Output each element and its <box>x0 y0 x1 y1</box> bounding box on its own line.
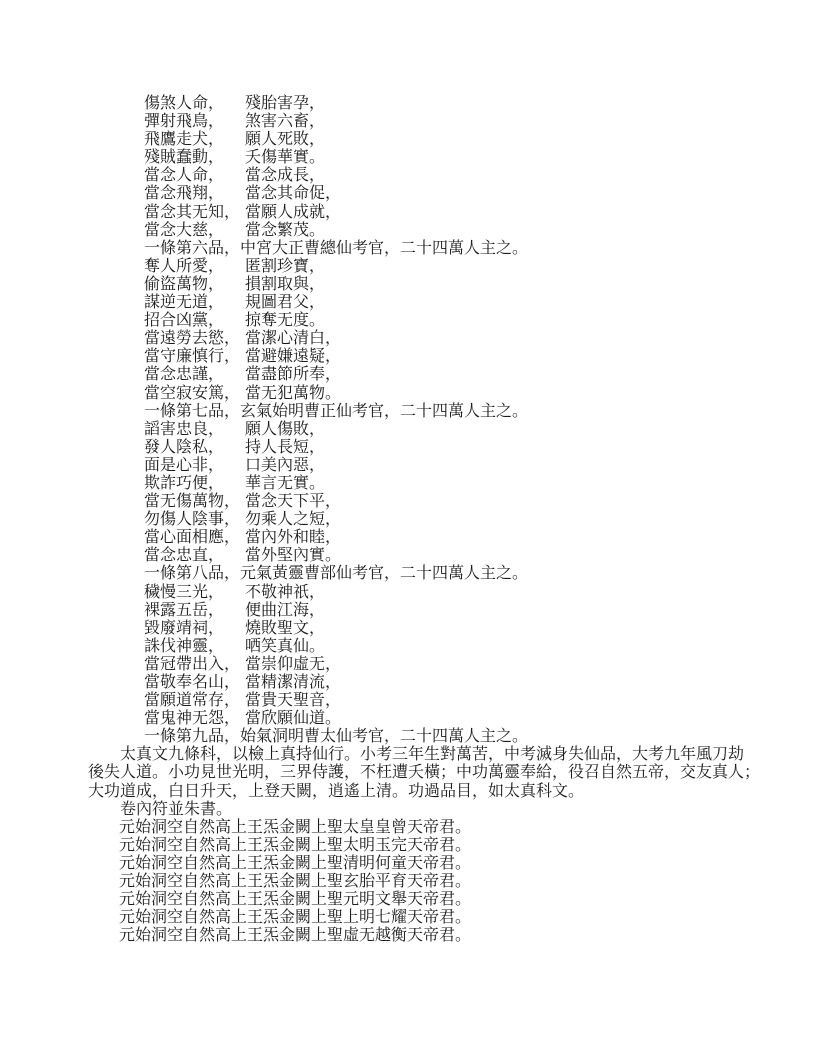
couplet-left-phrase: 當念其无知， <box>144 203 241 221</box>
couplet-left-phrase: 當念飛翔， <box>144 185 225 203</box>
couplet-line <box>0 457 816 475</box>
couplet-right-phrase: 損割取與， <box>245 275 326 293</box>
couplet-right-phrase: 持人長短， <box>245 438 326 456</box>
couplet-left-phrase: 當心面相應， <box>144 529 241 547</box>
couplet-right-phrase: 當念其命促， <box>245 185 342 203</box>
couplet-line <box>0 602 816 620</box>
couplet-left-phrase: 發人陰私， <box>144 438 225 456</box>
couplet-left-phrase: 勿傷人陰事， <box>144 511 241 529</box>
couplet-line <box>0 330 816 348</box>
couplet-line <box>0 674 816 692</box>
couplet-right-phrase: 願人傷敗， <box>245 420 326 438</box>
couplet-line <box>0 385 816 403</box>
couplet-line <box>0 620 816 638</box>
couplet-line <box>0 421 816 439</box>
couplet-line <box>0 656 816 674</box>
couplet-line <box>0 493 816 511</box>
couplet-left-phrase: 欺詐巧便， <box>144 474 225 492</box>
deity-title-line: 元始洞空自然高上王炁金闕上聖玄胎平育天帝君。 <box>119 873 472 891</box>
deity-title-line: 元始洞空自然高上王炁金闕上聖虛无越衡天帝君。 <box>119 927 472 945</box>
couplet-right-phrase: 當欣願仙道。 <box>245 710 342 728</box>
couplet-line <box>0 258 816 276</box>
couplet-line <box>0 167 816 185</box>
couplet-line <box>0 547 816 565</box>
couplet-right-phrase: 當念繁茂。 <box>245 221 326 239</box>
couplet-line <box>0 366 816 384</box>
section-header: 一條第六品，中宮大正曹總仙考官，二十四萬人主之。 <box>144 239 529 257</box>
couplet-left-phrase: 當冠帶出入， <box>144 655 241 673</box>
couplet-left-phrase: 當遠勞去慾， <box>144 330 241 348</box>
couplet-left-phrase: 當願道常存， <box>144 692 241 710</box>
couplet-left-phrase: 當无傷萬物， <box>144 493 241 511</box>
couplet-left-phrase: 毀廢靖祠， <box>144 619 225 637</box>
deity-title-line: 元始洞空自然高上王炁金闕上聖太明玉完天帝君。 <box>119 836 472 854</box>
deity-title-line: 元始洞空自然高上王炁金闕上聖元明文舉天帝君。 <box>119 891 472 909</box>
couplet-line <box>0 348 816 366</box>
couplet-right-phrase: 夭傷華實。 <box>245 149 326 167</box>
couplet-line <box>0 131 816 149</box>
paragraph-line: 大功道成，白日升天，上登天闕，逍遙上清。功過品目，如太真科文。 <box>88 782 585 800</box>
note-line: 卷內符並朱書。 <box>120 800 233 818</box>
deity-title-line: 元始洞空自然高上王炁金闕上聖太皇皇曾天帝君。 <box>119 818 472 836</box>
section-header: 一條第七品，玄氣始明曹正仙考官，二十四萬人主之。 <box>144 402 529 420</box>
couplet-left-phrase: 謟害忠良， <box>144 420 225 438</box>
couplet-right-phrase: 當貴天聖音， <box>245 692 342 710</box>
couplet-right-phrase: 當潔心清白， <box>245 330 342 348</box>
couplet-line <box>0 204 816 222</box>
couplet-line <box>0 113 816 131</box>
section-header: 一條第九品，始氣洞明曹太仙考官，二十四萬人主之。 <box>144 728 529 746</box>
couplet-left-phrase: 當守廉慎行， <box>144 348 241 366</box>
couplet-left-phrase: 當念忠謹， <box>144 366 225 384</box>
couplet-right-phrase: 燒敗聖文， <box>245 619 326 637</box>
couplet-right-phrase: 煞害六畜， <box>245 113 326 131</box>
document-content <box>0 95 816 945</box>
couplet-right-phrase: 當念成長， <box>245 167 326 185</box>
couplet-left-phrase: 飛鷹走犬， <box>144 131 225 149</box>
couplet-line <box>0 312 816 330</box>
couplet-right-phrase: 殘胎害孕， <box>245 95 326 112</box>
couplet-line <box>0 710 816 728</box>
couplet-left-phrase: 傷煞人命， <box>144 95 225 112</box>
couplet-line <box>0 149 816 167</box>
couplet-left-phrase: 裸露五岳， <box>144 601 225 619</box>
couplet-right-phrase: 不敬神祇， <box>245 583 326 601</box>
couplet-right-phrase: 哂笑真仙。 <box>245 637 326 655</box>
couplet-line <box>0 95 816 113</box>
couplet-line <box>0 638 816 656</box>
couplet-left-phrase: 彈射飛鳥， <box>144 113 225 131</box>
couplet-right-phrase: 當念天下平， <box>245 493 342 511</box>
couplet-right-phrase: 規圖君父， <box>245 294 326 312</box>
couplet-left-phrase: 招合凶黨， <box>144 312 225 330</box>
couplet-left-phrase: 穢慢三光， <box>144 583 225 601</box>
couplet-right-phrase: 口美內惡， <box>245 456 326 474</box>
section-header: 一條第八品，元氣黃靈曹部仙考官，二十四萬人主之。 <box>144 565 529 583</box>
couplet-right-phrase: 當避嫌遠疑， <box>245 348 342 366</box>
couplet-left-phrase: 當念人命， <box>144 167 225 185</box>
couplet-left-phrase: 當空寂安篤， <box>144 384 241 402</box>
couplet-line <box>0 294 816 312</box>
couplet-right-phrase: 當內外和睦， <box>245 529 342 547</box>
couplet-line <box>0 529 816 547</box>
paragraph-line: 太真文九條科，以檢上真持仙行。小考三年生對萬苦，中考滅身失仙品，大考九年風刀劫 <box>120 746 745 764</box>
couplet-right-phrase: 當盡節所奉， <box>245 366 342 384</box>
couplet-left-phrase: 當念大慈， <box>144 221 225 239</box>
couplet-right-phrase: 當外堅內實。 <box>245 547 342 565</box>
couplet-right-phrase: 勿乘人之短， <box>245 511 342 529</box>
couplet-line <box>0 439 816 457</box>
couplet-right-phrase: 願人死敗， <box>245 131 326 149</box>
couplet-line <box>0 222 816 240</box>
couplet-right-phrase: 掠奪无度。 <box>245 312 326 330</box>
couplet-right-phrase: 當精潔清流， <box>245 674 342 691</box>
deity-title-line: 元始洞空自然高上王炁金闕上聖清明何童天帝君。 <box>119 854 472 872</box>
couplet-left-phrase: 殘賊蠢動， <box>144 149 225 167</box>
couplet-right-phrase: 便曲江海， <box>245 601 326 619</box>
couplet-line <box>0 185 816 203</box>
couplet-left-phrase: 奪人所愛， <box>144 257 225 275</box>
couplet-right-phrase: 匿割珍寶， <box>245 257 326 275</box>
couplet-right-phrase: 華言无實。 <box>245 474 326 492</box>
couplet-line <box>0 475 816 493</box>
couplet-line <box>0 584 816 602</box>
deity-title-line: 元始洞空自然高上王炁金闕上聖上明七耀天帝君。 <box>119 909 472 927</box>
couplet-left-phrase: 偷盜萬物， <box>144 275 225 293</box>
paragraph-line: 後失人道。小功見世光明，三界侍護，不枉遭夭橫；中功萬靈奉給，役召自然五帝，交友真人； <box>88 764 761 782</box>
couplet-right-phrase: 當无犯萬物。 <box>245 384 342 402</box>
couplet-line <box>0 692 816 710</box>
couplet-left-phrase: 誅伐神靈， <box>144 637 225 655</box>
couplet-line <box>0 276 816 294</box>
couplet-right-phrase: 當願人成就， <box>245 203 342 221</box>
couplet-left-phrase: 面是心非， <box>144 456 225 474</box>
couplet-left-phrase: 當鬼神无怨， <box>144 710 241 728</box>
couplet-line <box>0 511 816 529</box>
couplet-left-phrase: 當敬奉名山， <box>144 674 241 691</box>
couplet-left-phrase: 謀逆无道， <box>144 294 225 312</box>
couplet-left-phrase: 當念忠直， <box>144 547 225 565</box>
couplet-right-phrase: 當崇仰虛无， <box>245 655 342 673</box>
